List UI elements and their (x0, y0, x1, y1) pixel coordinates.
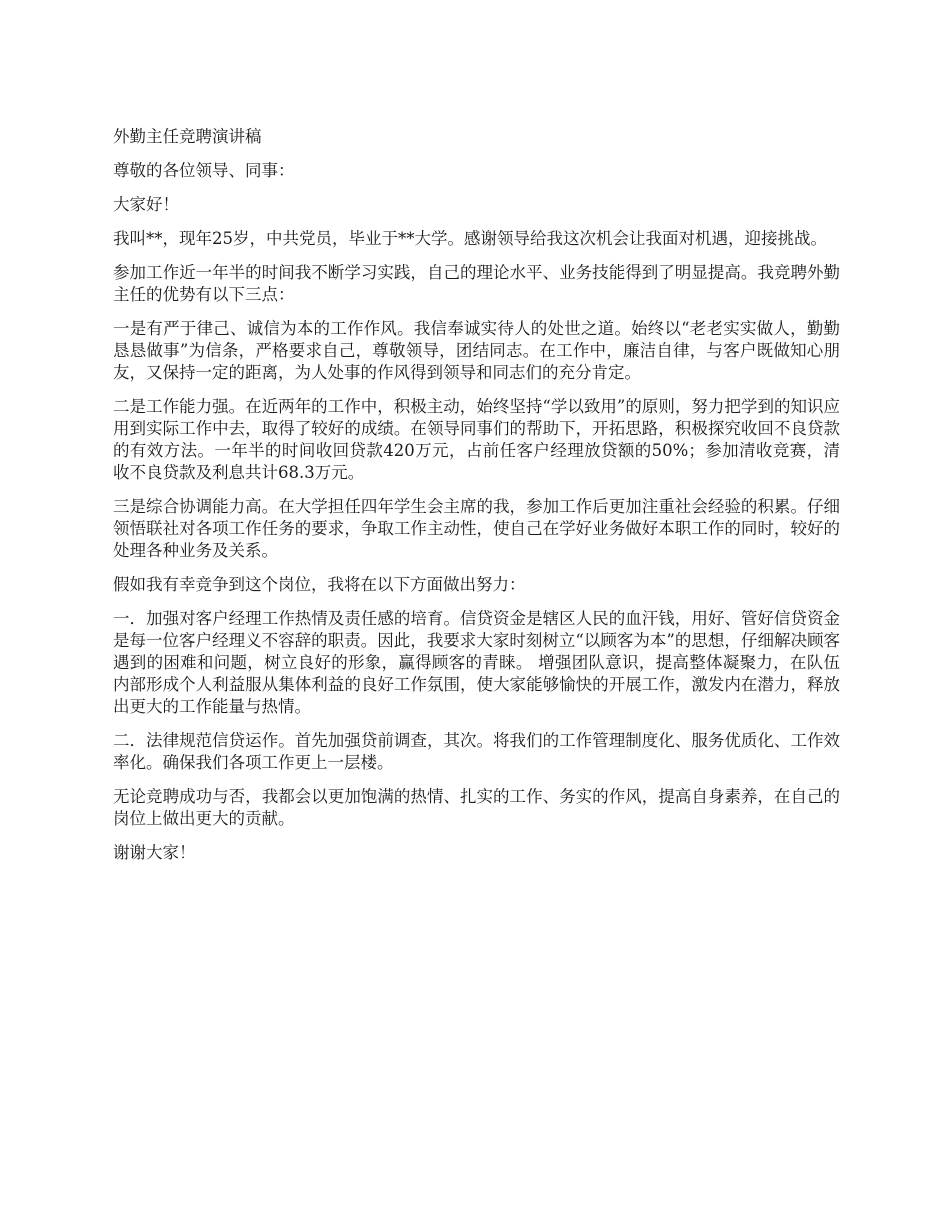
paragraph-strength-1: 一是有严于律己、诚信为本的工作作风。我信奉诚实待人的处世之道。始终以“老老实实做人，勤勤恳恳做事”为信条，严格要求自己，尊敬领导，团结同志。在工作中，廉洁自律，与客户既做知心朋友，又保持一定的距离，为人处事的作风得到领导和同志们的充分肯定。 (113, 319, 840, 382)
greeting: 大家好！ (113, 195, 179, 214)
paragraph-strength-3: 三是综合协调能力高。在大学担任四年学生会主席的我，参加工作后更加注重社会经验的积累。仔细领悟联社对各项工作任务的要求，争取工作主动性，使自己在学好业务做好本职工作的同时，较好的处理各种业务及关系。 (113, 497, 840, 560)
salutation: 尊敬的各位领导、同事： (113, 161, 295, 180)
paragraph-strength-2: 二是工作能力强。在近两年的工作中，积极主动，始终坚持“学以致用”的原则，努力把学到的知识应用到实际工作中去，取得了较好的成绩。在领导同事们的帮助下，开拓思路，积极探究收回不良贷款的有效方法。一年半的时间收回贷款420万元，占前任客户经理放贷额的50%；参加清收竞赛，清收不良贷款及利息共计68.3万元。 (113, 397, 840, 482)
paragraph-plan-intro: 假如我有幸竞争到这个岗位，我将在以下方面做出努力： (113, 575, 526, 594)
document-body (113, 126, 840, 876)
paragraph-overview: 参加工作近一年半的时间我不断学习实践，自己的理论水平、业务技能得到了明显提高。我竞聘外勤主任的优势有以下三点： (113, 263, 840, 304)
paragraph-plan-1: 一．加强对客户经理工作热情及责任感的培育。信贷资金是辖区人民的血汗钱，用好、管好信贷资金是每一位客户经理义不容辞的职责。因此，我要求大家时刻树立“以顾客为本”的思想，仔细解决顾客遇到的困难和问题，树立良好的形象，赢得顾客的青睐。 增强团队意识，提高整体凝聚力，在队伍内部形成个人利益服从集体利益的良好工作氛围，使大家能够愉快的开展工作，激发内在潜力，释放出更大的工作能量与热情。 (113, 609, 840, 716)
paragraph-plan-2: 二．法律规范信贷运作。首先加强贷前调查，其次。将我们的工作管理制度化、服务优质化、工作效率化。确保我们各项工作更上一层楼。 (113, 731, 840, 772)
document-title: 外勤主任竞聘演讲稿 (113, 127, 262, 146)
paragraph-conclusion: 无论竞聘成功与否，我都会以更加饱满的热情、扎实的工作、务实的作风，提高自身素养，在自己的岗位上做出更大的贡献。 (113, 787, 840, 828)
paragraph-introduction: 我叫**，现年25岁，中共党员，毕业于**大学。感谢领导给我这次机会让我面对机遇，迎接挑战。 (113, 229, 827, 248)
closing-thanks: 谢谢大家！ (113, 843, 196, 862)
